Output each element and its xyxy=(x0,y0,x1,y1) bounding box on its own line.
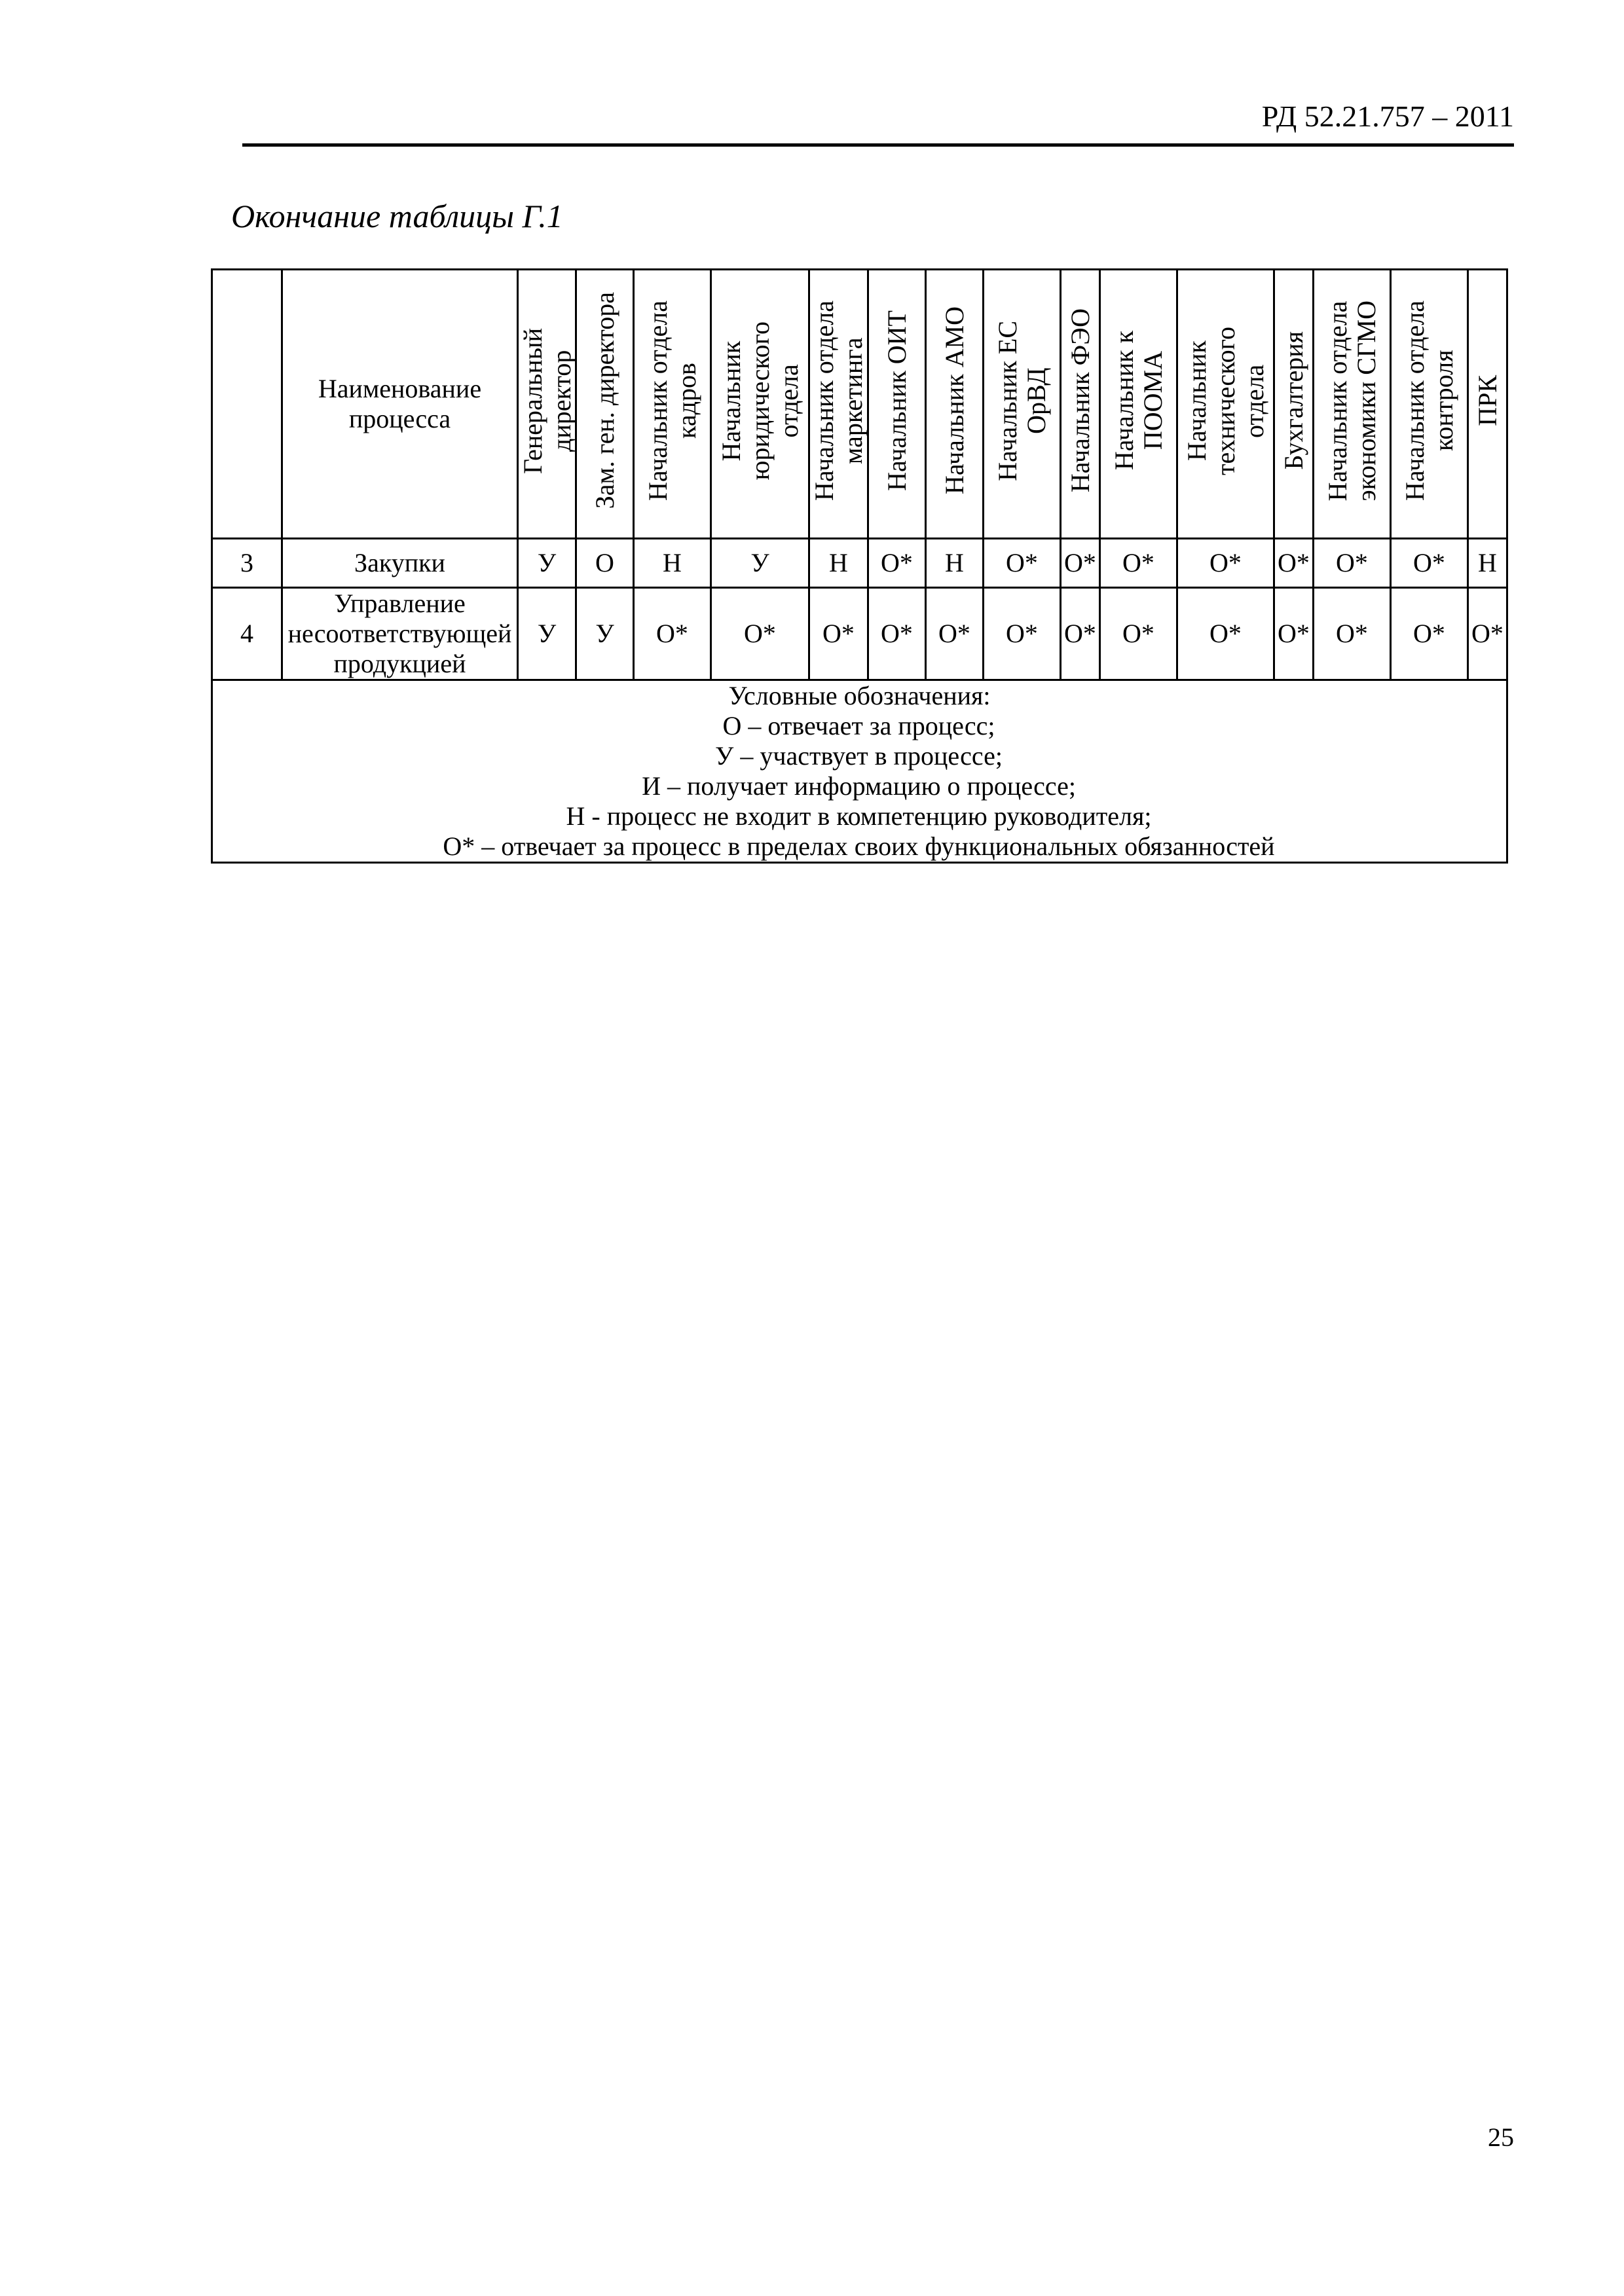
table-cell: О* xyxy=(1100,539,1177,588)
page-number: 25 xyxy=(1488,2123,1514,2152)
legend-row xyxy=(212,680,1507,863)
table-cell: О* xyxy=(1274,588,1314,680)
column-header-label: Начальник АМО xyxy=(939,306,969,495)
table-cell: О* xyxy=(868,588,926,680)
column-header xyxy=(1177,270,1274,539)
table-cell: Н xyxy=(809,539,868,588)
table-cell: У xyxy=(576,588,634,680)
table-cell: О* xyxy=(984,588,1061,680)
column-header-label: Начальник технического отдела xyxy=(1181,326,1269,475)
table-cell: О* xyxy=(809,588,868,680)
column-header-label: Генеральный директор xyxy=(518,327,576,474)
column-header-label: Начальник отдела экономики СГМО xyxy=(1322,300,1381,501)
process-name-cell: Закупки xyxy=(282,539,518,588)
process-name-header: Наименование процесса xyxy=(282,270,518,539)
column-header-label: Начальник к ПООМА xyxy=(1109,331,1168,471)
table-cell: О* xyxy=(984,539,1061,588)
table-cell: О* xyxy=(1274,539,1314,588)
column-header xyxy=(1274,270,1314,539)
column-header xyxy=(1100,270,1177,539)
table-cell: О* xyxy=(1061,588,1100,680)
row-number-cell: 3 xyxy=(212,539,282,588)
table-cell: О* xyxy=(1177,539,1274,588)
column-header xyxy=(809,270,868,539)
table-cell: О* xyxy=(926,588,984,680)
table-header-row xyxy=(212,270,1507,539)
column-header xyxy=(634,270,711,539)
column-header-label: Начальник ФЭО xyxy=(1065,308,1095,493)
table-cell: О* xyxy=(868,539,926,588)
table-cell: Н xyxy=(634,539,711,588)
table-cell: О* xyxy=(1061,539,1100,588)
table-row xyxy=(212,539,1507,588)
column-header xyxy=(1391,270,1468,539)
column-header-label: Зам. ген. директора xyxy=(589,292,619,509)
table-cell: О* xyxy=(1391,539,1468,588)
legend-cell xyxy=(212,680,1507,863)
table-cell: О* xyxy=(1177,588,1274,680)
legend-item: У – участвует в процессе; xyxy=(715,741,1003,771)
column-header-label: Начальник юридического отдела xyxy=(716,321,803,481)
table-cell: У xyxy=(518,539,576,588)
column-header-label: Бухгалтерия xyxy=(1278,331,1308,470)
column-header-label: Начальник ЕС ОрВД xyxy=(992,320,1051,481)
table-cell: У xyxy=(711,539,809,588)
table-cell: О* xyxy=(711,588,809,680)
table-cell: О* xyxy=(1468,588,1507,680)
legend-item: О* – отвечает за процесс в пределах своих функциональных обязанностей xyxy=(443,831,1275,861)
table-cell: О* xyxy=(1391,588,1468,680)
number-header-cell xyxy=(212,270,282,539)
legend-title: Условные обозначения: xyxy=(728,681,991,710)
process-name-cell: Управление несоответствующей продукцией xyxy=(282,588,518,680)
row-number-cell: 4 xyxy=(212,588,282,680)
legend-item: Н - процесс не входит в компетенцию руководителя; xyxy=(566,801,1152,831)
column-header-label: Начальник отдела кадров xyxy=(642,301,701,501)
table-cell: О* xyxy=(1314,588,1391,680)
table-row xyxy=(212,588,1507,680)
column-header xyxy=(984,270,1061,539)
table-caption: Окончание таблицы Г.1 xyxy=(231,198,563,234)
legend-item: О – отвечает за процесс; xyxy=(722,711,995,740)
document-code: РД 52.21.757 – 2011 xyxy=(1261,100,1514,133)
legend-item: И – получает информацию о процессе; xyxy=(642,771,1076,801)
table-cell: О* xyxy=(1100,588,1177,680)
header-rule xyxy=(242,143,1514,147)
column-header xyxy=(518,270,576,539)
column-header xyxy=(926,270,984,539)
column-header xyxy=(868,270,926,539)
column-header-label: Начальник отдела контроля xyxy=(1399,301,1458,501)
table-cell: О* xyxy=(1314,539,1391,588)
column-header xyxy=(576,270,634,539)
column-header-label: ПРК xyxy=(1472,375,1502,426)
column-header xyxy=(711,270,809,539)
table-cell: О xyxy=(576,539,634,588)
column-header-label: Начальник ОИТ xyxy=(881,310,912,491)
table-cell: У xyxy=(518,588,576,680)
responsibility-matrix-table xyxy=(211,268,1508,864)
table-cell: О* xyxy=(634,588,711,680)
table-cell: Н xyxy=(1468,539,1507,588)
column-header xyxy=(1061,270,1100,539)
column-header xyxy=(1314,270,1391,539)
table-cell: Н xyxy=(926,539,984,588)
column-header xyxy=(1468,270,1507,539)
column-header-label: Начальник отдела маркетинга xyxy=(809,301,868,501)
